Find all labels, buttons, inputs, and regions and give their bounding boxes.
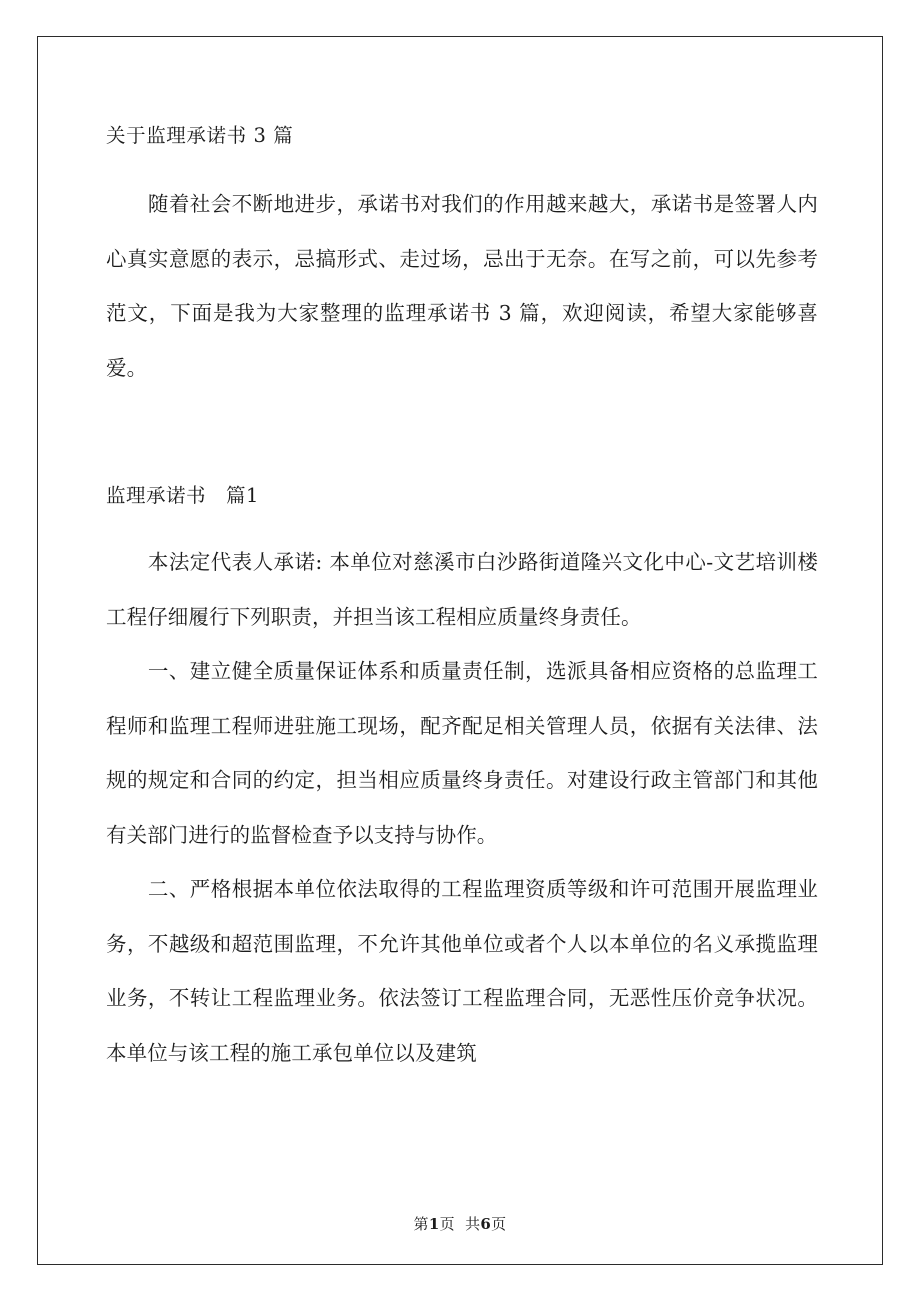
document-body (106, 121, 825, 1080)
heading-spacer (106, 511, 818, 535)
page-frame (37, 36, 883, 1265)
page-footer (38, 1213, 882, 1234)
intro-paragraph: 随着社会不断地进步，承诺书对我们的作用越来越大，承诺书是签署人内心真实意愿的表示，忌搞形式、走过场，忌出于无奈。在写之前，可以先参考范文，下面是我为大家整理的监理承诺书 3 篇，欢迎阅读，希望大家能够喜爱。 (106, 192, 818, 380)
footer-total-unit: 页 (491, 1215, 507, 1233)
body-paragraph-1: 本法定代表人承诺: 本单位对慈溪市白沙路街道隆兴文化中心-文艺培训楼 工程仔细履行下列职责，并担当该工程相应质量终身责任。 (106, 550, 825, 629)
body-paragraph-2: 一、建立健全质量保证体系和质量责任制，选派具备相应资格的总监理工程师和监理工程师进驻施工现场，配齐配足相关管理人员，依据有关法律、法规的规定和合同的约定，担当相应质量终身责任。对建设行政主管部门和其他有关部门进行的监督检查予以支持与协作。 (106, 659, 818, 847)
footer-page-number: 1 (428, 1215, 440, 1233)
section-heading: 监理承诺书 篇1 (106, 484, 259, 507)
footer-total-pages: 6 (480, 1215, 492, 1233)
footer-page-prefix: 第 (413, 1215, 429, 1233)
page-title: 关于监理承诺书 3 篇 (106, 124, 294, 147)
section-spacer (106, 395, 818, 481)
body-paragraph-3: 二、严格根据本单位依法取得的工程监理资质等级和许可范围开展监理业务，不越级和超范围监理，不允许其他单位或者个人以本单位的名义承揽监理业务，不转让工程监理业务。依法签订工程监理合同，无恶性压价竞争状况。本单位与该工程的施工承包单位以及建筑 (106, 877, 818, 1065)
footer-total-prefix: 共 (465, 1215, 481, 1233)
footer-page-unit: 页 (439, 1215, 455, 1233)
